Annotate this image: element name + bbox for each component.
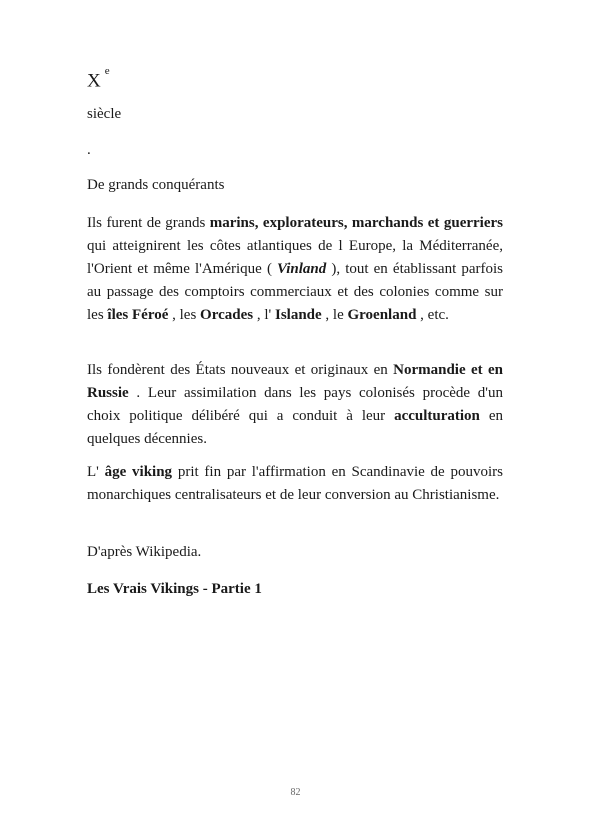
p1-bold-vinland: Vinland: [277, 261, 327, 277]
separator-dot: .: [87, 142, 91, 158]
p1-bold-feroe: îles Féroé: [107, 307, 169, 323]
p1-text-3: ), tout en établissant parfois au passage des comptoirs commerciaux et des colonies comme sur les: [87, 261, 503, 323]
p2-bold-normandie: Normandie et en Russie: [87, 362, 503, 401]
book-title: [87, 578, 503, 601]
section-title: De grands conquérants: [87, 177, 225, 193]
p1-text-7: , etc.: [416, 307, 449, 323]
p1-text-4: , les: [168, 307, 201, 323]
century-numeral: X: [87, 70, 101, 92]
p1-bold-groenland: Groenland: [347, 307, 417, 323]
p2-text-2: . Leur assimilation dans les pays colonisés procède d'un choix politique délibéré qui a conduit à leur: [87, 385, 503, 424]
p1-bold-orcades: Orcades: [200, 307, 254, 323]
page-number: 82: [290, 787, 301, 798]
p1-text-2: qui atteignirent les côtes atlantiques de l Europe, la Méditerranée, l'Orient et même l'Amérique (: [87, 238, 503, 277]
p3-text-2: prit fin par l'affirmation en Scandinavie de pouvoirs monarchiques centralisateurs et de leur conversion au Christianisme.: [87, 464, 503, 503]
paragraph-conquests: [87, 212, 503, 327]
p2-text-3: en quelques décennies.: [87, 408, 503, 447]
source-credit: D'après Wikipedia.: [87, 544, 202, 560]
book-title-text: Les Vrais Vikings - Partie 1: [87, 581, 262, 597]
p2-text-1: Ils fondèrent des États nouveaux et originaux en: [87, 362, 394, 378]
century-heading: [87, 66, 110, 91]
p1-bold-islande: Islande: [274, 307, 322, 323]
p1-text-5: , l': [253, 307, 275, 323]
p1-text-1: Ils furent de grands: [87, 215, 210, 231]
paragraph-states: [87, 359, 503, 451]
p3-text-1: L': [87, 464, 105, 480]
century-word: siècle: [87, 106, 122, 122]
p1-bold-roles: marins, explorateurs, marchands et guerriers: [209, 215, 503, 231]
p1-text-6: , le: [321, 307, 348, 323]
century-superscript: e: [104, 65, 110, 77]
paragraph-end-of-age: [87, 461, 503, 507]
p3-bold-age-viking: âge viking: [104, 464, 173, 480]
p2-bold-acculturation: acculturation: [394, 408, 480, 424]
